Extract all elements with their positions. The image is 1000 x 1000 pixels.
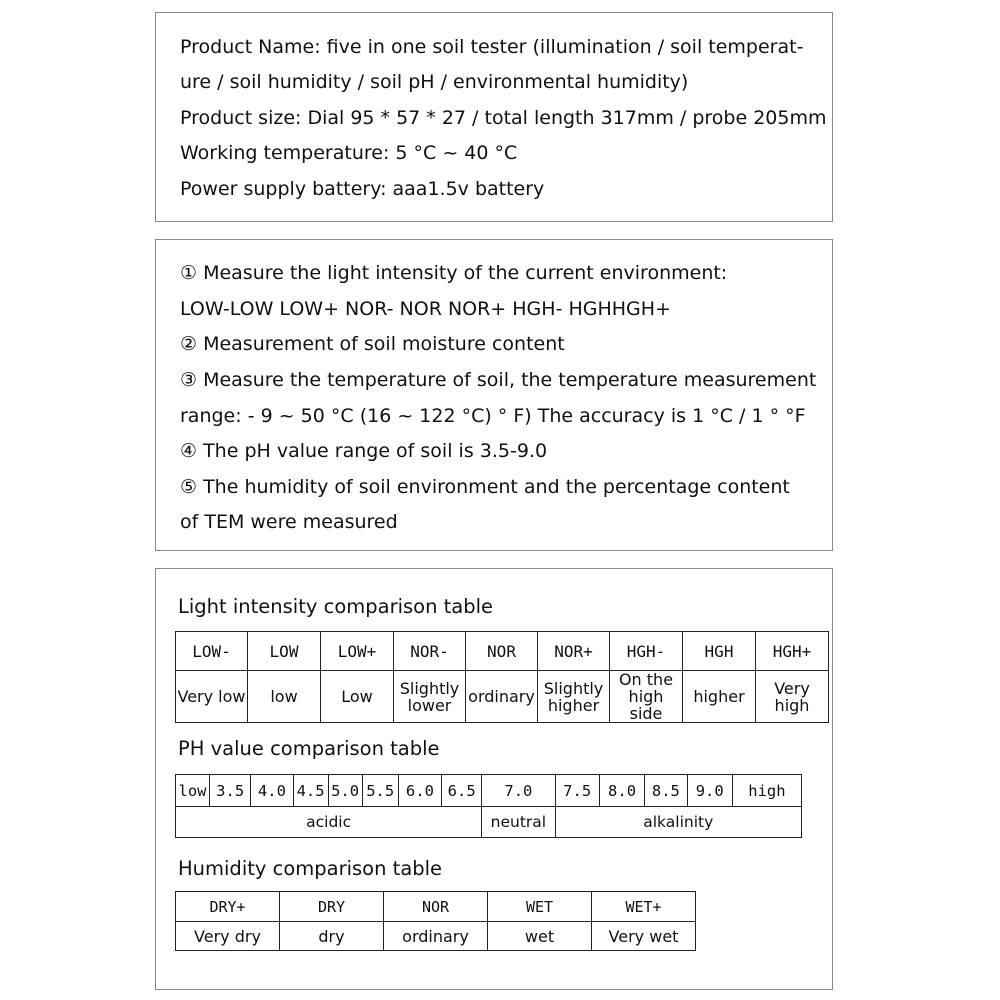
- light-code-cell: LOW-: [176, 632, 248, 671]
- ph-value-cell: 6.0: [398, 775, 441, 807]
- ph-value-cell: 7.0: [482, 775, 555, 807]
- ph-value-cell: 4.0: [251, 775, 293, 807]
- ph-category-neutral: neutral: [482, 807, 555, 838]
- function-line: range: - 9 ~ 50 °C (16 ~ 122 °C) ° F) The accuracy is 1 °C / 1 ° °F: [180, 405, 806, 427]
- humidity-desc-cell: ordinary: [384, 922, 488, 951]
- function-line: ② Measurement of soil moisture content: [180, 333, 565, 355]
- light-intensity-table: [175, 631, 829, 723]
- light-desc-cell: Slightly lower: [394, 671, 466, 723]
- ph-category-acidic: acidic: [176, 807, 482, 838]
- function-line: ③ Measure the temperature of soil, the temperature measurement: [180, 369, 817, 391]
- ph-value-cell: high: [732, 775, 801, 807]
- light-desc-cell: Very low: [176, 671, 248, 723]
- ph-value-cell: low: [176, 775, 210, 807]
- humidity-desc-cell: dry: [280, 922, 384, 951]
- ph-table-title: PH value comparison table: [178, 737, 440, 760]
- function-line: of TEM were measured: [180, 511, 398, 533]
- light-table-title: Light intensity comparison table: [178, 595, 494, 618]
- ph-value-cell: 5.5: [362, 775, 398, 807]
- function-line: ⑤ The humidity of soil environment and the percentage content: [180, 476, 790, 498]
- humidity-code-cell: WET+: [592, 892, 696, 922]
- light-code-cell: HGH-: [610, 632, 683, 671]
- light-desc-cell: low: [248, 671, 321, 723]
- humidity-desc-cell: wet: [488, 922, 592, 951]
- ph-category-alkalinity: alkalinity: [555, 807, 802, 838]
- humidity-table-title: Humidity comparison table: [178, 857, 443, 880]
- function-line: ④ The pH value range of soil is 3.5-9.0: [180, 440, 548, 462]
- light-codes-row: [176, 632, 829, 671]
- ph-categories-row: [176, 807, 802, 838]
- humidity-desc-cell: Very wet: [592, 922, 696, 951]
- ph-value-cell: 3.5: [210, 775, 251, 807]
- humidity-code-cell: DRY: [280, 892, 384, 922]
- spec-line: Product Name: five in one soil tester (illumination / soil temperat-: [180, 36, 804, 58]
- product-specs-panel: [155, 12, 833, 222]
- ph-value-table: [175, 774, 802, 838]
- light-desc-cell: higher: [683, 671, 756, 723]
- spec-line: Product size: Dial 95 * 57 * 27 / total length 317mm / probe 205mm: [180, 107, 827, 129]
- light-code-cell: NOR: [466, 632, 538, 671]
- ph-value-cell: 4.5: [293, 775, 328, 807]
- light-code-cell: HGH: [683, 632, 756, 671]
- humidity-code-cell: NOR: [384, 892, 488, 922]
- light-code-cell: NOR+: [538, 632, 610, 671]
- ph-value-cell: 5.0: [328, 775, 362, 807]
- light-code-cell: LOW: [248, 632, 321, 671]
- humidity-desc-cell: Very dry: [176, 922, 280, 951]
- humidity-code-cell: WET: [488, 892, 592, 922]
- light-desc-cell: Low: [321, 671, 394, 723]
- ph-value-cell: 6.5: [442, 775, 482, 807]
- spec-line: Power supply battery: aaa1.5v battery: [180, 178, 545, 200]
- humidity-table: [175, 891, 696, 951]
- light-desc-cell: Very high: [756, 671, 829, 723]
- light-descriptions-row: [176, 671, 829, 723]
- humidity-descriptions-row: [176, 922, 696, 951]
- light-code-cell: NOR-: [394, 632, 466, 671]
- light-code-cell: HGH+: [756, 632, 829, 671]
- humidity-code-cell: DRY+: [176, 892, 280, 922]
- function-line: LOW-LOW LOW+ NOR- NOR NOR+ HGH- HGHHGH+: [180, 298, 671, 320]
- ph-values-row: [176, 775, 802, 807]
- light-desc-cell: On the high side: [610, 671, 683, 723]
- ph-value-cell: 9.0: [687, 775, 732, 807]
- ph-value-cell: 7.5: [555, 775, 599, 807]
- comparison-tables-panel: [155, 568, 833, 990]
- light-code-cell: LOW+: [321, 632, 394, 671]
- ph-value-cell: 8.0: [599, 775, 644, 807]
- humidity-codes-row: [176, 892, 696, 922]
- light-desc-cell: Slightly higher: [538, 671, 610, 723]
- spec-line: Working temperature: 5 °C ~ 40 °C: [180, 142, 518, 164]
- function-line: ① Measure the light intensity of the current environment:: [180, 262, 728, 284]
- spec-line: ure / soil humidity / soil pH / environmental humidity): [180, 71, 689, 93]
- functions-panel: [155, 239, 833, 551]
- light-desc-cell: ordinary: [466, 671, 538, 723]
- ph-value-cell: 8.5: [645, 775, 687, 807]
